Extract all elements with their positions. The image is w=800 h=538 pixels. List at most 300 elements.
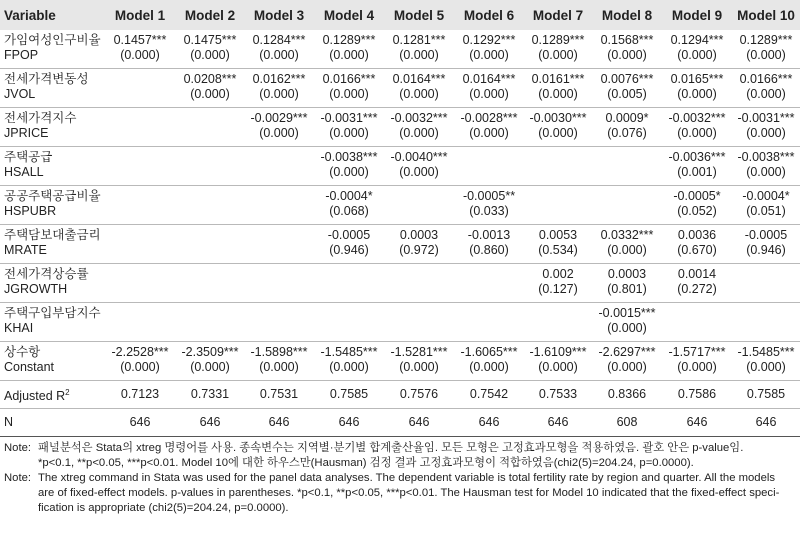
p-value: (0.000): [190, 48, 230, 62]
coefficient-value: [732, 267, 800, 282]
coefficient-value: -1.5281***: [390, 345, 448, 359]
coefficient-value: -2.2528***: [111, 345, 169, 359]
adjusted-r2-value: 0.8366: [607, 387, 647, 401]
coefficient-value: 0.1568***: [600, 33, 654, 47]
p-value: (0.000): [259, 87, 299, 101]
adjusted-r2-value: 0.7542: [469, 387, 509, 401]
p-value: [732, 321, 800, 336]
p-value: (0.001): [677, 165, 717, 179]
note-label: Note:: [4, 472, 32, 484]
coefficient-cell: [314, 30, 384, 69]
coefficient-value: -1.6065***: [460, 345, 518, 359]
coefficient-cell: [384, 264, 454, 303]
coefficient-cell: [314, 186, 384, 225]
p-value: [244, 165, 314, 180]
coefficient-value: 0.0036: [677, 228, 717, 242]
adjusted-r2-value: 0.7585: [746, 387, 786, 401]
observations-value: 608: [616, 415, 638, 429]
variable-english-name: JPRICE: [4, 126, 49, 140]
note-label: Note:: [4, 442, 32, 454]
p-value: (0.000): [746, 360, 786, 374]
note-line: fication is appropriate (chi2(5)=204.24, p=0.0000).: [38, 502, 289, 514]
coefficient-cell: [662, 225, 732, 264]
coefficient-cell: [176, 264, 244, 303]
coefficient-value: -0.0005: [327, 228, 371, 242]
coefficient-cell: [454, 69, 524, 108]
coefficient-value: [104, 267, 176, 282]
coefficient-value: -0.0031***: [737, 111, 795, 125]
p-value: (0.005): [607, 87, 647, 101]
coefficient-cell: [176, 30, 244, 69]
coefficient-value: -0.0040***: [390, 150, 448, 164]
note-line: are of fixed-effect models. p-values in parentheses. *p<0.1, **p<0.05, ***p<0.01. The Hausman test for Model 10 indicated that the fixed-effect speci-: [38, 487, 780, 499]
coefficient-cell: [104, 342, 176, 381]
coefficient-value: -2.6297***: [598, 345, 656, 359]
p-value: (0.000): [259, 360, 299, 374]
coefficient-cell: [524, 69, 592, 108]
coefficient-cell: [314, 108, 384, 147]
coefficient-value: [454, 150, 524, 165]
variable-label: [0, 147, 104, 186]
coefficient-value: -0.0032***: [390, 111, 448, 125]
coefficient-value: [244, 267, 314, 282]
p-value: (0.000): [469, 126, 509, 140]
observations-label: N: [4, 415, 14, 429]
coefficient-value: [176, 150, 244, 165]
adjusted-r2-value: 0.7576: [399, 387, 439, 401]
table-notes: [0, 437, 800, 516]
p-value: [592, 204, 662, 219]
coefficient-value: 0.0166***: [739, 72, 793, 86]
model-5-column-header: Model 5: [384, 0, 454, 30]
coefficient-value: 0.0164***: [462, 72, 516, 86]
coefficient-cell: [176, 108, 244, 147]
adjusted-r2-superscript: 2: [65, 387, 70, 397]
adjusted-r2-value: 0.7123: [120, 387, 160, 401]
coefficient-cell: [244, 264, 314, 303]
coefficient-value: [454, 267, 524, 282]
coefficient-value: [176, 306, 244, 321]
coefficient-value: -1.5485***: [737, 345, 795, 359]
coefficient-cell: [454, 30, 524, 69]
p-value: (0.000): [120, 360, 160, 374]
model-9-column-header: Model 9: [662, 0, 732, 30]
p-value: (0.801): [607, 282, 647, 296]
coefficient-value: [314, 306, 384, 321]
p-value: [176, 243, 244, 258]
coefficient-cell: [662, 264, 732, 303]
coefficient-value: 0.1294***: [670, 33, 724, 47]
coefficient-value: -0.0005: [744, 228, 788, 242]
coefficient-cell: [732, 69, 800, 108]
variable-english-name: FPOP: [4, 48, 39, 62]
coefficient-cell: [732, 186, 800, 225]
variable-english-name: MRATE: [4, 243, 47, 257]
p-value: (0.000): [538, 126, 578, 140]
variable-korean-name: 가임여성인구비율: [4, 33, 101, 47]
p-value: (0.000): [607, 321, 647, 335]
coefficient-value: -0.0004*: [325, 189, 373, 203]
coefficient-cell: [592, 147, 662, 186]
coefficient-cell: [592, 303, 662, 342]
coefficient-value: [104, 72, 176, 87]
coefficient-cell: [244, 225, 314, 264]
p-value: (0.000): [538, 360, 578, 374]
coefficient-value: [314, 267, 384, 282]
p-value: (0.000): [746, 165, 786, 179]
adjusted-r2-value: 0.7533: [538, 387, 578, 401]
p-value: (0.670): [677, 243, 717, 257]
p-value: [454, 165, 524, 180]
coefficient-cell: [454, 225, 524, 264]
variable-row-hspubr: [0, 186, 800, 225]
p-value: (0.052): [677, 204, 717, 218]
p-value: [454, 321, 524, 336]
p-value: (0.000): [746, 48, 786, 62]
p-value: (0.972): [399, 243, 439, 257]
coefficient-value: 0.0208***: [183, 72, 237, 86]
variable-korean-name: 주택공급: [4, 150, 53, 164]
coefficient-cell: [384, 108, 454, 147]
coefficient-value: [524, 306, 592, 321]
p-value: [176, 282, 244, 297]
coefficient-value: -1.6109***: [529, 345, 587, 359]
coefficient-cell: [662, 186, 732, 225]
p-value: [314, 321, 384, 336]
coefficient-value: [244, 228, 314, 243]
observations-value: 646: [338, 415, 360, 429]
coefficient-cell: [454, 108, 524, 147]
p-value: (0.068): [329, 204, 369, 218]
variable-korean-name: 전세가격변동성: [4, 72, 89, 86]
adjusted-r2-value: 0.7586: [677, 387, 717, 401]
coefficient-cell: [244, 342, 314, 381]
variable-label: [0, 186, 104, 225]
p-value: (0.000): [607, 243, 647, 257]
coefficient-cell: [592, 30, 662, 69]
coefficient-value: -0.0031***: [320, 111, 378, 125]
coefficient-value: [384, 267, 454, 282]
p-value: (0.076): [607, 126, 647, 140]
coefficient-value: [244, 189, 314, 204]
variable-korean-name: 전세가격지수: [4, 111, 77, 125]
coefficient-value: 0.0076***: [600, 72, 654, 86]
coefficient-value: [384, 189, 454, 204]
p-value: (0.946): [329, 243, 369, 257]
coefficient-value: [176, 189, 244, 204]
variable-row-fpop: [0, 30, 800, 69]
coefficient-value: 0.1457***: [113, 33, 167, 47]
coefficient-cell: [662, 69, 732, 108]
coefficient-cell: [314, 69, 384, 108]
coefficient-value: [104, 306, 176, 321]
coefficient-cell: [314, 303, 384, 342]
model-4-column-header: Model 4: [314, 0, 384, 30]
p-value: [104, 204, 176, 219]
coefficient-value: 0.1281***: [392, 33, 446, 47]
coefficient-cell: [244, 147, 314, 186]
coefficient-cell: [244, 69, 314, 108]
p-value: (0.051): [746, 204, 786, 218]
coefficient-value: [104, 189, 176, 204]
p-value: (0.946): [746, 243, 786, 257]
coefficient-value: 0.1475***: [183, 33, 237, 47]
p-value: (0.000): [329, 48, 369, 62]
coefficient-cell: [524, 186, 592, 225]
p-value: [104, 87, 176, 102]
variable-korean-name: 주택구입부담지수: [4, 306, 101, 320]
observations-value: 646: [408, 415, 430, 429]
p-value: [104, 282, 176, 297]
coefficient-cell: [732, 303, 800, 342]
coefficient-value: 0.1289***: [531, 33, 585, 47]
p-value: (0.000): [399, 126, 439, 140]
coefficient-cell: [592, 108, 662, 147]
coefficient-cell: [176, 69, 244, 108]
coefficient-cell: [314, 342, 384, 381]
coefficient-value: [384, 306, 454, 321]
coefficient-cell: [244, 30, 314, 69]
coefficient-cell: [662, 108, 732, 147]
observations-value: 646: [547, 415, 569, 429]
p-value: (0.000): [677, 87, 717, 101]
coefficient-value: -0.0032***: [668, 111, 726, 125]
p-value: (0.000): [469, 360, 509, 374]
coefficient-value: 0.0162***: [252, 72, 306, 86]
p-value: [244, 243, 314, 258]
p-value: (0.000): [329, 126, 369, 140]
coefficient-cell: [454, 147, 524, 186]
coefficient-cell: [244, 186, 314, 225]
p-value: (0.000): [259, 48, 299, 62]
model-6-column-header: Model 6: [454, 0, 524, 30]
variable-label: [0, 69, 104, 108]
note-line: The xtreg command in Stata was used for the panel data analyses. The dependent variable is total fertility rate by region and quarter. All the models: [38, 472, 776, 484]
p-value: (0.000): [190, 87, 230, 101]
coefficient-cell: [314, 147, 384, 186]
coefficient-value: -2.3509***: [181, 345, 239, 359]
coefficient-cell: [384, 30, 454, 69]
coefficient-value: [176, 267, 244, 282]
note-line: *p<0.1, **p<0.05, ***p<0.01. Model 10에 대한 하우스만(Hausman) 검정 결과 고정효과모형이 적합하였음(chi2(5)=204.24, p=0.0000).: [38, 457, 694, 469]
p-value: (0.000): [399, 360, 439, 374]
adjusted-r2-label: [0, 381, 104, 409]
p-value: (0.000): [399, 48, 439, 62]
variable-korean-name: 공공주택공급비율: [4, 189, 101, 203]
p-value: [176, 165, 244, 180]
p-value: [244, 321, 314, 336]
coefficient-cell: [244, 108, 314, 147]
observations-value: 646: [129, 415, 151, 429]
adjusted-r2-label-text: Adjusted R: [4, 389, 66, 404]
variable-row-khai: [0, 303, 800, 342]
adjusted-r2-row: [0, 381, 800, 409]
coefficient-cell: [104, 30, 176, 69]
variable-row-jprice: [0, 108, 800, 147]
coefficient-cell: [104, 303, 176, 342]
coefficient-cell: [384, 225, 454, 264]
p-value: [104, 243, 176, 258]
observations-value: 646: [268, 415, 290, 429]
coefficient-value: 0.1289***: [739, 33, 793, 47]
note-line: 패널분석은 Stata의 xtreg 명령어를 사용. 종속변수는 지역별·분기별 합계출산율임. 모든 모형은 고정효과모형을 적용하였음. 괄호 안은 p-value임.: [38, 442, 744, 454]
variable-korean-name: 주택담보대출금리: [4, 228, 101, 242]
p-value: (0.000): [190, 360, 230, 374]
coefficient-cell: [104, 225, 176, 264]
p-value: (0.000): [399, 87, 439, 101]
variable-label: [0, 303, 104, 342]
coefficient-cell: [314, 264, 384, 303]
model-8-column-header: Model 8: [592, 0, 662, 30]
coefficient-cell: [592, 186, 662, 225]
coefficient-cell: [104, 147, 176, 186]
coefficient-cell: [732, 225, 800, 264]
p-value: (0.000): [120, 48, 160, 62]
coefficient-cell: [454, 186, 524, 225]
p-value: [244, 204, 314, 219]
p-value: [384, 204, 454, 219]
coefficient-cell: [524, 264, 592, 303]
p-value: (0.033): [469, 204, 509, 218]
coefficient-value: [524, 189, 592, 204]
coefficient-cell: [592, 225, 662, 264]
coefficient-value: 0.1292***: [462, 33, 516, 47]
coefficient-cell: [176, 225, 244, 264]
coefficient-value: [104, 228, 176, 243]
coefficient-value: [732, 306, 800, 321]
note-block: [4, 441, 796, 471]
coefficient-value: -0.0030***: [529, 111, 587, 125]
coefficient-value: -1.5717***: [668, 345, 726, 359]
model-7-column-header: Model 7: [524, 0, 592, 30]
p-value: [524, 321, 592, 336]
coefficient-cell: [244, 303, 314, 342]
observations-value: 646: [755, 415, 777, 429]
p-value: [384, 282, 454, 297]
coefficient-value: -1.5485***: [320, 345, 378, 359]
coefficient-value: -0.0005**: [462, 189, 516, 203]
variable-label: [0, 108, 104, 147]
p-value: (0.000): [746, 126, 786, 140]
observations-row: [0, 409, 800, 437]
coefficient-cell: [176, 147, 244, 186]
p-value: [176, 204, 244, 219]
coefficient-cell: [104, 108, 176, 147]
p-value: (0.000): [677, 360, 717, 374]
coefficient-cell: [104, 69, 176, 108]
p-value: (0.000): [399, 165, 439, 179]
variable-label: [0, 225, 104, 264]
coefficient-value: -0.0004*: [742, 189, 790, 203]
p-value: (0.272): [677, 282, 717, 296]
coefficient-cell: [592, 264, 662, 303]
model-1-column-header: Model 1: [104, 0, 176, 30]
coefficient-cell: [662, 303, 732, 342]
p-value: (0.000): [259, 126, 299, 140]
p-value: (0.000): [329, 87, 369, 101]
p-value: [104, 165, 176, 180]
p-value: (0.000): [469, 87, 509, 101]
p-value: (0.000): [607, 48, 647, 62]
coefficient-cell: [662, 147, 732, 186]
coefficient-cell: [384, 342, 454, 381]
coefficient-cell: [524, 342, 592, 381]
coefficient-value: 0.0332***: [600, 228, 654, 242]
p-value: (0.000): [607, 360, 647, 374]
p-value: [662, 321, 732, 336]
model-10-column-header: Model 10: [732, 0, 800, 30]
coefficient-value: [104, 111, 176, 126]
p-value: (0.000): [538, 48, 578, 62]
p-value: [244, 282, 314, 297]
variable-row-hsall: [0, 147, 800, 186]
coefficient-value: [104, 150, 176, 165]
model-2-column-header: Model 2: [176, 0, 244, 30]
coefficient-value: 0.0009*: [605, 111, 649, 125]
p-value: [384, 321, 454, 336]
p-value: [732, 282, 800, 297]
variable-english-name: Constant: [4, 360, 55, 374]
variable-english-name: KHAI: [4, 321, 34, 335]
coefficient-value: [176, 111, 244, 126]
variable-english-name: JGROWTH: [4, 282, 68, 296]
coefficient-value: 0.0165***: [670, 72, 724, 86]
variable-row-jgrowth: [0, 264, 800, 303]
coefficient-value: [454, 306, 524, 321]
adjusted-r2-value: 0.7585: [329, 387, 369, 401]
p-value: [314, 282, 384, 297]
p-value: [524, 204, 592, 219]
coefficient-value: [244, 150, 314, 165]
coefficient-value: -0.0038***: [737, 150, 795, 164]
coefficient-value: [524, 150, 592, 165]
coefficient-value: -0.0015***: [598, 306, 656, 320]
variable-label: [0, 264, 104, 303]
variable-label: [0, 30, 104, 69]
variable-english-name: HSPUBR: [4, 204, 57, 218]
coefficient-cell: [104, 264, 176, 303]
coefficient-value: 0.0003: [399, 228, 439, 242]
coefficient-cell: [732, 30, 800, 69]
coefficient-value: [176, 228, 244, 243]
coefficient-value: -0.0038***: [320, 150, 378, 164]
adjusted-r2-value: 0.7531: [259, 387, 299, 401]
observations-value: 646: [478, 415, 500, 429]
coefficient-value: 0.002: [542, 267, 574, 281]
coefficient-value: -1.5898***: [250, 345, 308, 359]
coefficient-value: 0.1289***: [322, 33, 376, 47]
coefficient-value: -0.0013: [467, 228, 511, 242]
p-value: [176, 321, 244, 336]
variable-english-name: HSALL: [4, 165, 44, 179]
coefficient-cell: [176, 186, 244, 225]
table-header-row: [0, 0, 800, 30]
coefficient-cell: [314, 225, 384, 264]
coefficient-value: -0.0028***: [460, 111, 518, 125]
coefficient-cell: [524, 225, 592, 264]
coefficient-cell: [592, 342, 662, 381]
coefficient-cell: [732, 108, 800, 147]
p-value: (0.127): [538, 282, 578, 296]
adjusted-r2-value: 0.7331: [190, 387, 230, 401]
coefficient-cell: [176, 303, 244, 342]
p-value: (0.534): [538, 243, 578, 257]
coefficient-value: -0.0036***: [668, 150, 726, 164]
variable-row-constant: [0, 342, 800, 381]
variable-english-name: JVOL: [4, 87, 36, 101]
variable-column-header: Variable: [0, 0, 104, 30]
coefficient-cell: [176, 342, 244, 381]
